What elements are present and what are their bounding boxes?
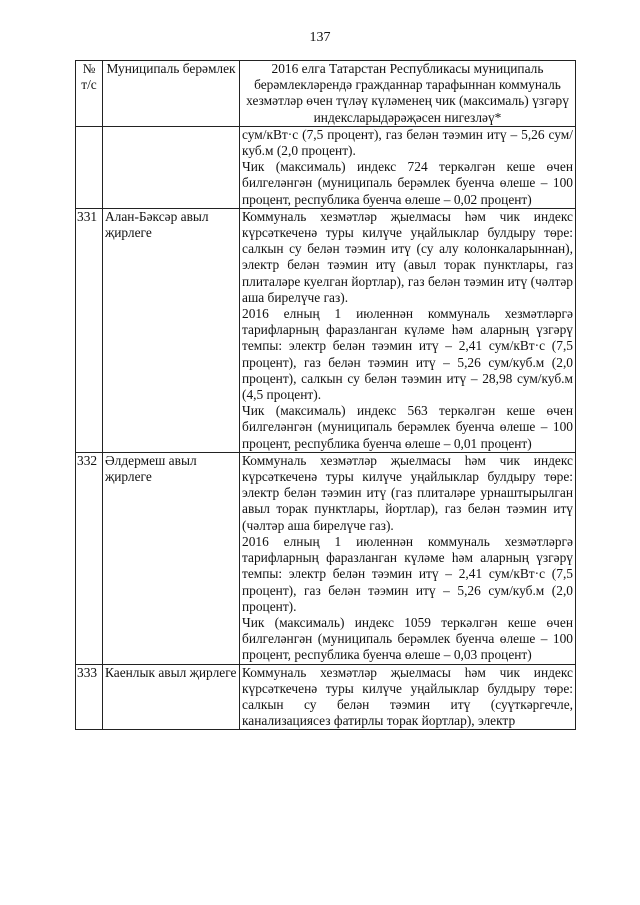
page-number: 137 bbox=[309, 30, 331, 45]
table-row bbox=[76, 126, 576, 208]
header-description: 2016 елга Татарстан Республикасы муниципаль берәмлекләрендә гражданнар тарафыннан коммуналь хезмәтләр өчен түләү күләменең чик (максималь) үзгәрү индексларыдәрәҗәсен нигезләү* bbox=[240, 61, 576, 127]
row-description bbox=[240, 208, 576, 452]
table-body bbox=[76, 126, 576, 730]
description-paragraph: 2016 елның 1 июленнән коммуналь хезмәтләргә тарифларның фаразланган күләме һәм аларның үзгәрү темпы: электр белән тәэмин итү – 2,41 сум/кВт·с (7,5 процент), газ белән тәэмин итү – 5,26 сум/куб.м (2,0 процент), салкын су белән тәэмин итү – 28,98 сум/куб.м (4,5 процент). bbox=[242, 306, 573, 403]
header-municipality: Муниципаль берәмлек bbox=[103, 61, 240, 127]
table-row bbox=[76, 452, 576, 664]
table-header-row bbox=[76, 61, 576, 127]
municipality-name: Алан-Бәксәр авыл җирлеге bbox=[103, 208, 240, 452]
table-row bbox=[76, 664, 576, 730]
row-description bbox=[240, 126, 576, 208]
row-description bbox=[240, 664, 576, 730]
row-number: 331 bbox=[76, 208, 103, 452]
table-row bbox=[76, 208, 576, 452]
description-paragraph: сум/кВт·с (7,5 процент), газ белән тәэмин итү – 5,26 сум/куб.м (2,0 процент). bbox=[242, 126, 573, 159]
municipality-name: Каенлык авыл җирлеге bbox=[103, 664, 240, 730]
description-paragraph: Чик (максималь) индекс 724 теркәлгән кеше өчен билгеләнгән (муниципаль берәмлек буенча өлеше – 100 процент, республика буенча өлеше – 0,02 процент) bbox=[242, 159, 573, 207]
row-number: 333 bbox=[76, 664, 103, 730]
index-table bbox=[75, 60, 576, 730]
row-description bbox=[240, 452, 576, 664]
municipality-name bbox=[103, 126, 240, 208]
description-paragraph: Коммуналь хезмәтләр җыелмасы һәм чик индекс күрсәткеченә туры килүче уңайлыклар булдыру төре: электр белән тәэмин итү (газ плиталәре урнаштырылган авыл торак пунктлары, йортлар), газ белән тәэмин итү (чәлтәр аша бирелүче газ). bbox=[242, 452, 573, 533]
row-number bbox=[76, 126, 103, 208]
municipality-name: Әлдермеш авыл җирлеге bbox=[103, 452, 240, 664]
description-paragraph: Чик (максималь) индекс 1059 теркәлгән кеше өчен билгеләнгән (муниципаль берәмлек буенча өлеше – 100 процент, республика буенча өлеше – 0,03 процент) bbox=[242, 614, 573, 663]
description-paragraph: 2016 елның 1 июленнән коммуналь хезмәтләргә тарифларның фаразланган күләме һәм аларның үзгәрү темпы: электр белән тәэмин итү – 2,41 сум/кВт·с (7,5 процент), газ белән тәэмин итү – 5,26 сум/куб.м (2,0 процент). bbox=[242, 533, 573, 614]
description-paragraph: Коммуналь хезмәтләр җыелмасы һәм чик индекс күрсәткеченә туры килүче уңайлыклар булдыру төре: салкын су белән тәэмин итү (су алу колонкаларыннан), электр белән тәэмин итү (авыл торак пунктлары, газ плиталәре куелган йортлар), газ белән тәэмин итү (чәлтәр аша бирелүче газ). bbox=[242, 208, 573, 305]
description-paragraph: Чик (максималь) индекс 563 теркәлгән кеше өчен билгеләнгән (муниципаль берәмлек буенча өлеше – 100 процент, республика буенча өлеше – 0,01 процент) bbox=[242, 403, 573, 451]
description-paragraph: Коммуналь хезмәтләр җыелмасы һәм чик индекс күрсәткеченә туры килүче уңайлыклар булдыру төре: салкын су белән тәэмин итү (суүткәргечле, канализациясез фатирлы торак йортлар), электр bbox=[242, 664, 573, 729]
row-number: 332 bbox=[76, 452, 103, 664]
header-number: № т/с bbox=[76, 61, 103, 127]
